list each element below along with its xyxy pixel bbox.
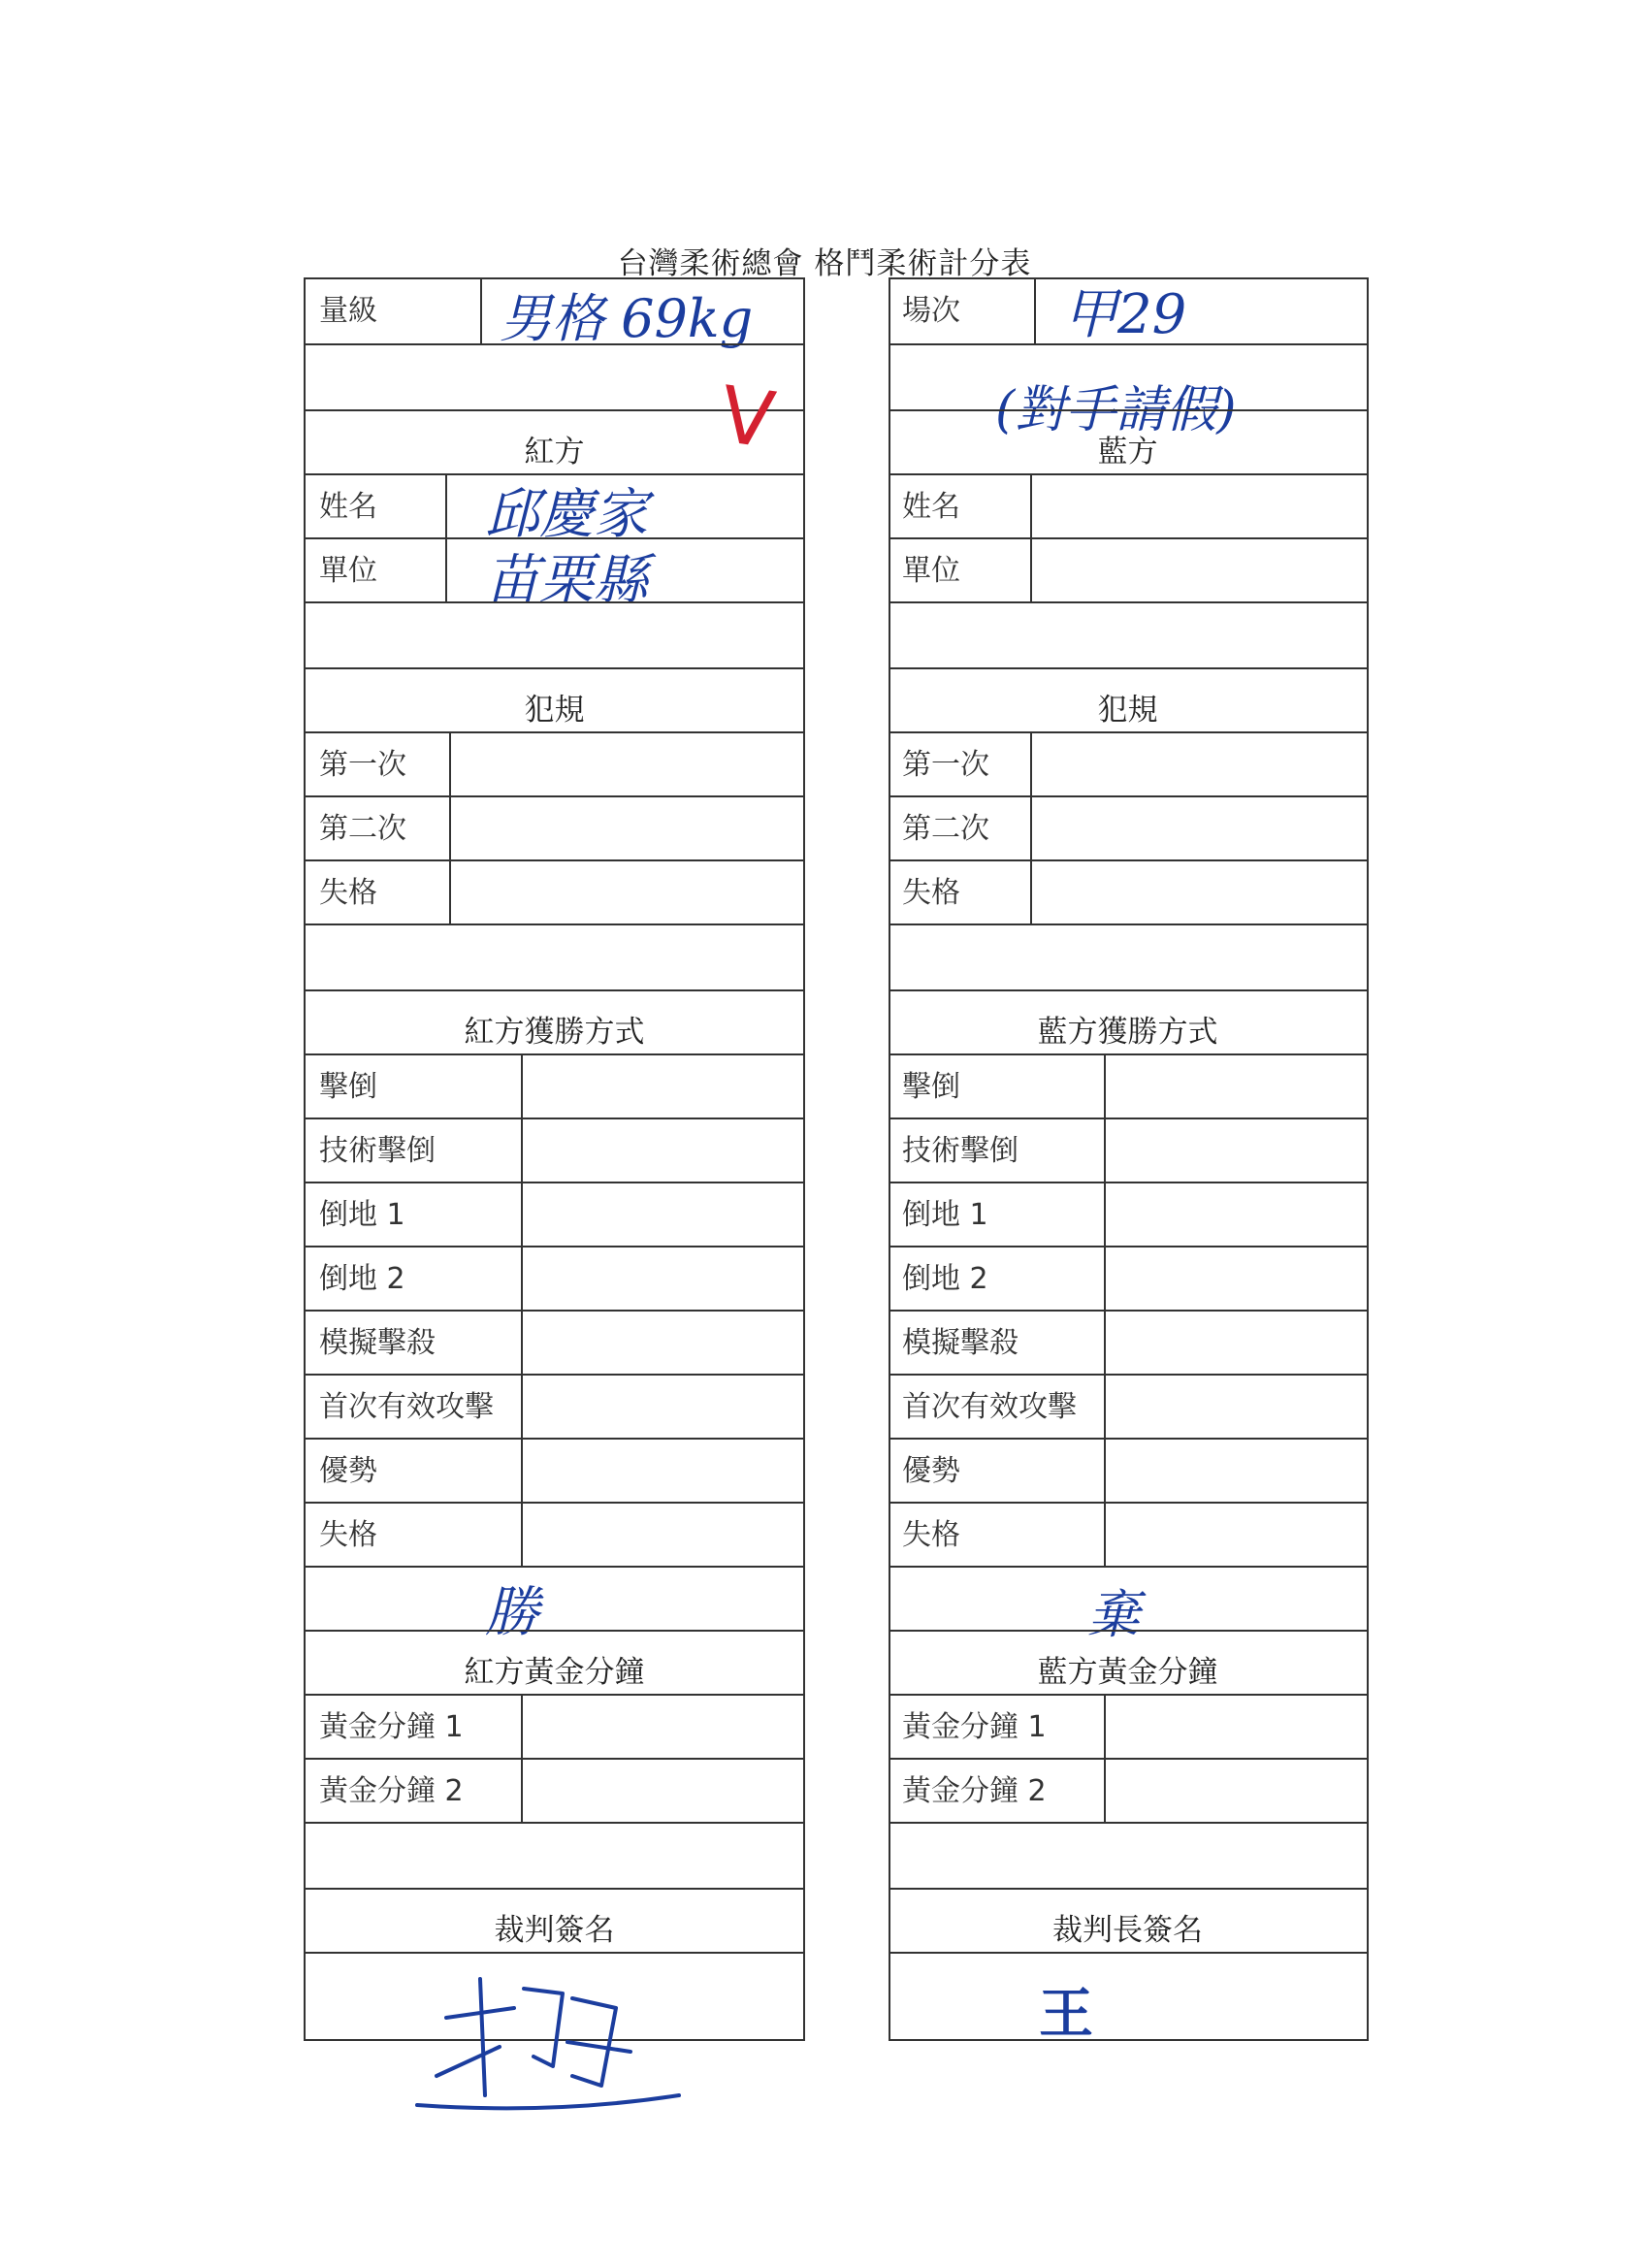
red-foul-label: 第二次 [319, 812, 406, 846]
blue-name-label: 姓名 [902, 490, 960, 524]
red-golden-row [306, 1758, 803, 1822]
weight-row [306, 279, 803, 349]
red-golden-label: 黃金分鐘 2 [319, 1774, 464, 1808]
match-value: 甲29 [1063, 283, 1187, 346]
red-fouls-head [306, 667, 803, 731]
red-side-label: 紅方 [524, 435, 585, 470]
blue-sign-row [889, 1952, 1367, 2046]
red-foul-row [306, 731, 803, 795]
red-unit-value: 苗栗縣 [485, 549, 648, 612]
blue-golden-head [889, 1630, 1367, 1694]
red-win-row [306, 1182, 803, 1246]
red-win-label: 技術擊倒 [319, 1134, 436, 1168]
blue-name-row [889, 473, 1367, 537]
red-fouls-title: 犯規 [524, 693, 585, 728]
red-win-label: 首次有效攻擊 [319, 1390, 494, 1424]
blue-sign-title: 裁判長簽名 [1052, 1913, 1203, 1948]
blue-win-label: 模擬擊殺 [902, 1326, 1018, 1360]
red-golden-row [306, 1694, 803, 1758]
blue-win-label: 失格 [902, 1518, 960, 1552]
blue-win-row [889, 1246, 1367, 1310]
blue-golden-label: 黃金分鐘 1 [902, 1710, 1047, 1744]
blue-foul-label: 第二次 [902, 812, 989, 846]
blue-foul-label: 失格 [902, 876, 960, 910]
blank-row [889, 343, 1367, 439]
blue-side-row [889, 409, 1367, 473]
red-golden-head [306, 1630, 803, 1694]
blue-win-head [889, 989, 1367, 1053]
red-name-row [306, 473, 803, 546]
blue-win-row [889, 1438, 1367, 1502]
weight-label: 量級 [319, 294, 377, 328]
blue-win-title: 藍方獲勝方式 [1037, 1015, 1218, 1050]
red-foul-label: 失格 [319, 876, 377, 910]
blue-win-row [889, 1374, 1367, 1438]
blue-foul-label: 第一次 [902, 748, 989, 782]
red-foul-row [306, 795, 803, 859]
match-note: (對手請假) [995, 381, 1237, 439]
blue-foul-row [889, 859, 1367, 923]
red-win-label: 優勢 [319, 1454, 377, 1488]
blue-column [889, 277, 1369, 2046]
weight-value: 男格 69kg [500, 288, 754, 349]
blue-sign-head [889, 1888, 1367, 1952]
blue-foul-row [889, 795, 1367, 859]
red-side-row [306, 369, 803, 473]
red-unit-row [306, 537, 803, 612]
blank-row [889, 1822, 1367, 1888]
red-win-label: 倒地 1 [319, 1198, 405, 1232]
blue-win-row [889, 1118, 1367, 1182]
blue-golden-label: 黃金分鐘 2 [902, 1774, 1047, 1808]
red-golden-label: 黃金分鐘 1 [319, 1710, 464, 1744]
blue-win-label: 倒地 1 [902, 1198, 988, 1232]
referee-signature [407, 1950, 698, 2124]
chief-referee-signature: 王 [1039, 1983, 1093, 2046]
red-win-row [306, 1246, 803, 1310]
blue-win-row [889, 1502, 1367, 1566]
red-win-label: 擊倒 [319, 1070, 377, 1104]
blue-win-row [889, 1310, 1367, 1374]
blue-win-label: 首次有效攻擊 [902, 1390, 1077, 1424]
blue-fouls-head [889, 667, 1367, 731]
red-win-title: 紅方獲勝方式 [464, 1015, 645, 1050]
red-win-row [306, 1502, 803, 1566]
blue-result-row [889, 1566, 1367, 1645]
blue-unit-row [889, 537, 1367, 601]
red-unit-label: 單位 [319, 554, 377, 588]
blue-win-label: 技術擊倒 [902, 1134, 1018, 1168]
blank-row [306, 601, 803, 667]
red-win-label: 模擬擊殺 [319, 1326, 436, 1360]
blank-row [306, 1822, 803, 1888]
blank-row [889, 923, 1367, 989]
red-win-row [306, 1118, 803, 1182]
blue-win-label: 倒地 2 [902, 1262, 988, 1296]
red-foul-label: 第一次 [319, 748, 406, 782]
match-label: 場次 [902, 294, 960, 328]
red-name-label: 姓名 [319, 490, 377, 524]
center-gap [805, 277, 890, 2041]
red-win-row [306, 1053, 803, 1118]
red-foul-row [306, 859, 803, 923]
red-win-row [306, 1438, 803, 1502]
blue-golden-row [889, 1758, 1367, 1822]
red-win-row [306, 1310, 803, 1374]
red-win-head [306, 989, 803, 1053]
blank-row [889, 601, 1367, 667]
blue-win-label: 擊倒 [902, 1070, 960, 1104]
red-result-row [306, 1566, 803, 1644]
blue-win-row [889, 1053, 1367, 1118]
blue-foul-row [889, 731, 1367, 795]
blue-win-row [889, 1182, 1367, 1246]
red-column [304, 277, 805, 2041]
blue-side-label: 藍方 [1097, 435, 1158, 470]
red-sign-head [306, 1888, 803, 1952]
red-golden-title: 紅方黃金分鐘 [464, 1655, 645, 1690]
red-name-value: 邱慶家 [485, 483, 648, 546]
blue-golden-row [889, 1694, 1367, 1758]
red-sign-title: 裁判簽名 [494, 1913, 615, 1948]
blue-fouls-title: 犯規 [1097, 693, 1158, 728]
red-check-mark: V [714, 369, 780, 467]
blank-row [306, 923, 803, 989]
match-row [889, 279, 1367, 346]
blue-golden-title: 藍方黃金分鐘 [1037, 1655, 1218, 1690]
blue-unit-label: 單位 [902, 554, 960, 588]
red-win-row [306, 1374, 803, 1438]
form-title: 台灣柔術總會 格鬥柔術計分表 [617, 246, 1032, 281]
blue-result-value: 棄 [1087, 1584, 1140, 1645]
blue-win-label: 優勢 [902, 1454, 960, 1488]
red-result-value: 勝 [485, 1581, 539, 1644]
red-win-label: 失格 [319, 1518, 377, 1552]
red-win-label: 倒地 2 [319, 1262, 405, 1296]
